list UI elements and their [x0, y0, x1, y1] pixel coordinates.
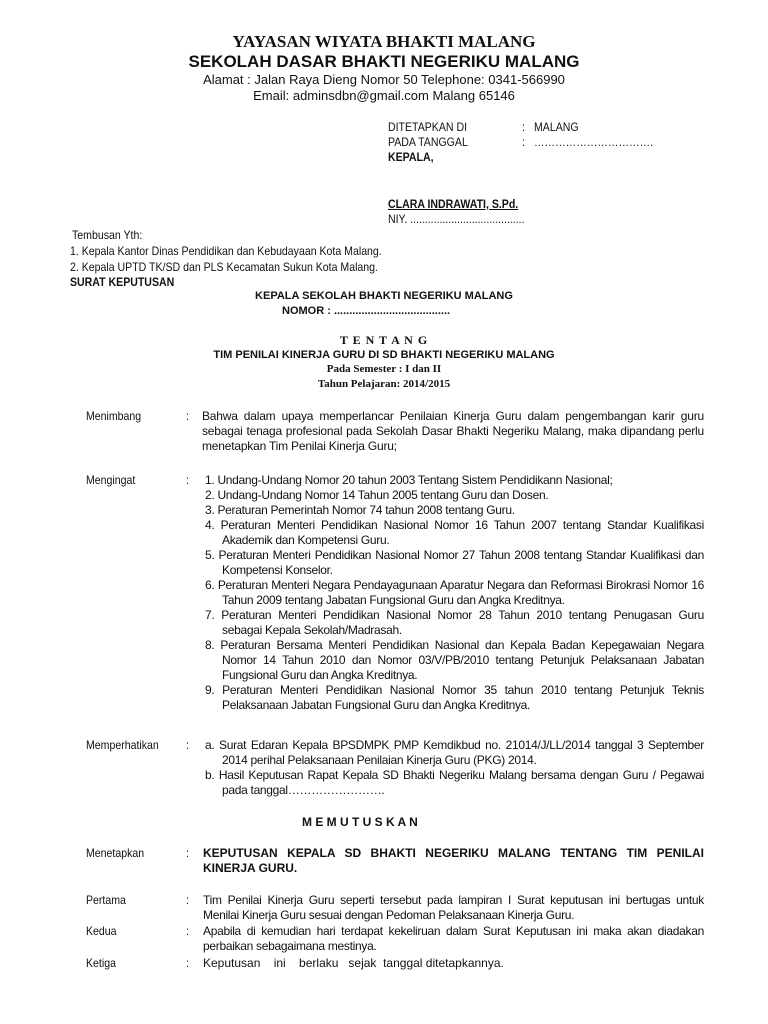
list-item: 9. Peraturan Menteri Pendidikan Nasional Nomor 35 tahun 2010 tentang Petunjuk Teknis Pelaksanaan Jabatan Fungsional Guru dan Angka Kreditnya. — [205, 683, 704, 712]
pertama-text: Tim Penilai Kinerja Guru seperti tersebut pada lampiran I Surat keputusan ini bertugas untuk Menilai Kinerja Guru sesuai dengan Pedoman Pelaksanaan Kinerja Guru. — [203, 893, 704, 922]
place-label: DITETAPKAN DI — [388, 120, 468, 134]
memperhatikan-list — [205, 738, 704, 798]
kedua-text: Apabila di kemudian hari terdapat kekeliruan dalam Surat Keputusan ini maka akan diadakan perbaikan sebagaimana mestinya. — [203, 924, 704, 953]
memutuskan-heading: M E M U T U S K A N — [302, 815, 418, 829]
decree-label: SURAT KEPUTUSAN — [70, 275, 175, 289]
signatory-niy: NIY. ....................................... — [388, 212, 525, 226]
menetapkan-label: Menetapkan — [86, 846, 145, 860]
list-item: 3. Peraturan Pemerintah Nomor 74 tahun 2008 tentang Guru. — [205, 503, 515, 517]
decree-year: Tahun Pelajaran: 2014/2015 — [317, 378, 451, 390]
date-colon: : — [522, 135, 525, 149]
foundation-name: YAYASAN WIYATA BHAKTI MALANG — [232, 32, 536, 51]
memperhatikan-label: Memperhatikan — [86, 738, 159, 752]
list-item: a. Surat Edaran Kepala BPSDMPK PMP Kemdikbud no. 21014/J/LL/2014 tanggal 3 September 2014 perihal Pelaksanaan Penilaian Kinerja Guru (PKG) 2014. — [205, 738, 704, 767]
decree-about: T E N T A N G — [339, 333, 429, 347]
list-item: 7. Peraturan Menteri Pendidikan Nasional Nomor 28 Tahun 2010 tentang Penugasan Guru sebagai Kepala Sekolah/Madrasah. — [205, 608, 704, 637]
place-colon: : — [522, 120, 525, 134]
signatory-name: CLARA INDRAWATI, S.Pd. — [388, 197, 519, 211]
ketiga-label: Ketiga — [86, 956, 116, 970]
decree-issuer: KEPALA SEKOLAH BHAKTI NEGERIKU MALANG — [255, 290, 513, 302]
date-value: ……………………………. — [534, 135, 654, 149]
pertama-colon: : — [186, 893, 189, 907]
pertama-label: Pertama — [86, 893, 126, 907]
menetapkan-colon: : — [186, 846, 189, 860]
mengingat-label: Mengingat — [86, 473, 136, 487]
cc-item: 1. Kepala Kantor Dinas Pendidikan dan Kebudayaan Kota Malang. — [70, 244, 382, 258]
school-email: Email: adminsdbn@gmail.com Malang 65146 — [253, 88, 515, 103]
list-item: b. Hasil Keputusan Rapat Kepala SD Bhakti Negeriku Malang bersama dengan Guru / Pegawai pada tanggal……………………. — [205, 768, 704, 797]
menimbang-colon: : — [186, 409, 189, 423]
list-item: 2. Undang-Undang Nomor 14 Tahun 2005 tentang Guru dan Dosen. — [205, 488, 549, 502]
list-item: 6. Peraturan Menteri Negara Pendayagunaan Aparatur Negara dan Reformasi Birokrasi Nomor 16 Tahun 2009 tentang Jabatan Fungsional Guru dan Angka Kreditnya. — [205, 578, 704, 607]
mengingat-list — [205, 473, 704, 713]
school-name: SEKOLAH DASAR BHAKTI NEGERIKU MALANG — [188, 52, 580, 71]
memperhatikan-colon: : — [186, 738, 189, 752]
decree-subject: TIM PENILAI KINERJA GURU DI SD BHAKTI NEGERIKU MALANG — [213, 349, 555, 361]
decree-number: NOMOR : ...................................... — [282, 305, 451, 317]
menetapkan-text: KEPUTUSAN KEPALA SD BHAKTI NEGERIKU MALANG TENTANG TIM PENILAI KINERJA GURU. — [203, 846, 704, 875]
cc-item: 2. Kepala UPTD TK/SD dan PLS Kecamatan Sukun Kota Malang. — [70, 260, 378, 274]
kedua-colon: : — [186, 924, 189, 938]
menimbang-label: Menimbang — [86, 409, 142, 423]
ketiga-text: Keputusan ini berlaku sejak tanggal ditetapkannya. — [203, 956, 504, 970]
mengingat-colon: : — [186, 473, 189, 487]
cc-title: Tembusan Yth: — [72, 228, 143, 242]
list-item: 4. Peraturan Menteri Pendidikan Nasional Nomor 16 Tahun 2007 tentang Standar Kualifikasi Akademik dan Kompetensi Guru. — [205, 518, 704, 547]
place-value: MALANG — [534, 120, 579, 134]
signatory-position: KEPALA, — [388, 150, 434, 164]
date-label: PADA TANGGAL — [388, 135, 468, 149]
decree-semester: Pada Semester : I dan II — [326, 363, 442, 375]
menimbang-text: Bahwa dalam upaya memperlancar Penilaian Kinerja Guru dalam pengembangan karir guru sebagai tenaga profesional pada Sekolah Dasar Bhakti Negeriku Malang, maka dipandang perlu menetapkan Tim Penilai Kinerja Guru; — [202, 409, 704, 453]
list-item: 5. Peraturan Menteri Pendidikan Nasional Nomor 27 Tahun 2008 tentang Standar Kualifikasi dan Kompetensi Konselor. — [205, 548, 704, 577]
list-item: 1. Undang-Undang Nomor 20 tahun 2003 Tentang Sistem Pendidikann Nasional; — [205, 473, 613, 487]
ketiga-colon: : — [186, 956, 189, 970]
list-item: 8. Peraturan Bersama Menteri Pendidikan Nasional dan Kepala Badan Kepegawaian Negara Nomor 14 Tahun 2010 dan Nomor 03/V/PB/2010 tentang Petunjuk Pelaksanaan Jabatan Fungsional Guru dan Angka Kreditnya. — [205, 638, 704, 682]
kedua-label: Kedua — [86, 924, 117, 938]
school-address: Alamat : Jalan Raya Dieng Nomor 50 Telephone: 0341-566990 — [203, 72, 565, 87]
